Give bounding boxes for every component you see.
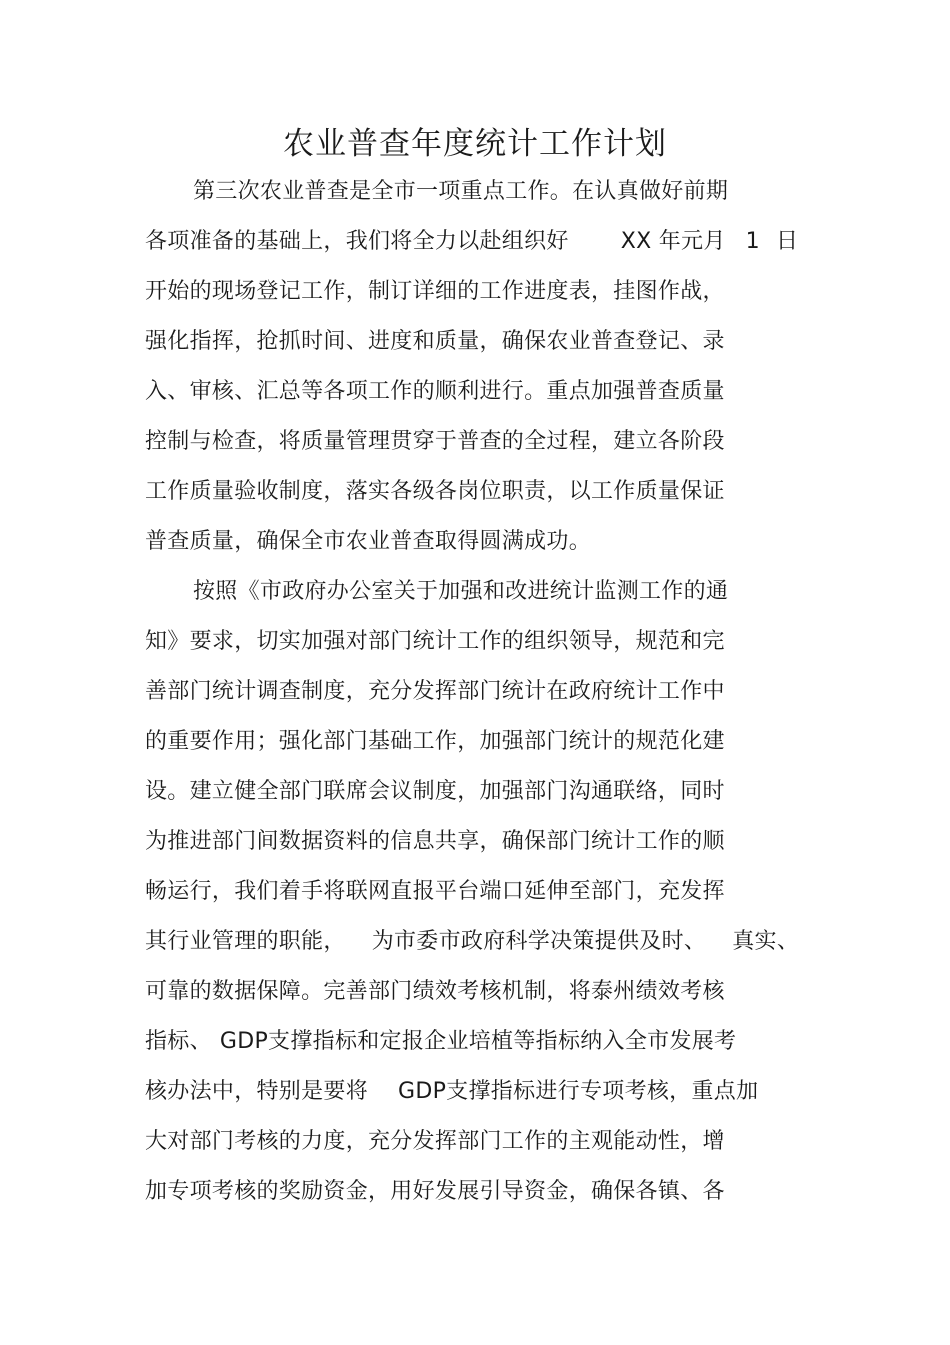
paragraph-2-line-10 [145, 1025, 736, 1059]
paragraph-2-line-8-part-2: 为市委市政府科学决策提供及时、 [371, 929, 707, 954]
paragraph-1-line-2-date: XX 年元月 [620, 229, 726, 254]
paragraph-2-line-2: 知》要求，切实加强对部门统计工作的组织领导，规范和完 [145, 629, 725, 654]
paragraph-2-line-4: 的重要作用；强化部门基础工作，加强部门统计的规范化建 [145, 729, 725, 754]
paragraph-1-line-4: 强化指挥，抢抓时间、进度和质量，确保农业普查登记、录 [145, 329, 725, 354]
paragraph-2-line-9: 可靠的数据保障。完善部门绩效考核机制，将泰州绩效考核 [145, 979, 725, 1004]
paragraph-1-line-8: 普查质量，确保全市农业普查取得圆满成功。 [145, 529, 592, 554]
paragraph-2-line-8-part-3: 真实、 [732, 929, 800, 954]
paragraph-1-line-6: 控制与检查，将质量管理贯穿于普查的全过程，建立各阶段 [145, 429, 725, 454]
paragraph-2-line-5: 设。建立健全部门联席会议制度，加强部门沟通联络，同时 [145, 779, 725, 804]
paragraph-1-line-1: 第三次农业普查是全市一项重点工作。在认真做好前期 [193, 179, 729, 204]
paragraph-1-line-5: 入、审核、汇总等各项工作的顺利进行。重点加强普查质量 [145, 379, 725, 404]
paragraph-2-line-11-part-1: 核办法中，特别是要将 [145, 1079, 369, 1104]
paragraph-1-line-3: 开始的现场登记工作，制订详细的工作进度表，挂图作战， [145, 279, 725, 304]
page-title: 农业普查年度统计工作计划 [283, 126, 667, 162]
paragraph-2-line-10-part-1: 指标、 [145, 1029, 212, 1054]
paragraph-2-line-11 [145, 1075, 758, 1109]
paragraph-2-line-1: 按照《市政府办公室关于加强和改进统计监测工作的通 [193, 579, 729, 604]
paragraph-2-line-6: 为推进部门间数据资料的信息共享，确保部门统计工作的顺 [145, 829, 725, 854]
paragraph-2-line-8-part-1: 其行业管理的职能， [145, 929, 346, 954]
paragraph-1-line-2-day: 1 [745, 229, 760, 254]
paragraph-2-line-8 [145, 925, 799, 959]
paragraph-1-line-2-text: 各项准备的基础上，我们将全力以赴组织好 [145, 229, 569, 254]
paragraph-2-line-12: 大对部门考核的力度，充分发挥部门工作的主观能动性，增 [145, 1129, 725, 1154]
paragraph-1-line-7: 工作质量验收制度，落实各级各岗位职责，以工作质量保证 [145, 479, 725, 504]
paragraph-2-line-13: 加专项考核的奖励资金，用好发展引导资金，确保各镇、各 [145, 1179, 725, 1204]
paragraph-2-line-11-part-2: GDP支撑指标进行专项考核，重点加 [398, 1079, 759, 1104]
paragraph-2-line-7: 畅运行，我们着手将联网直报平台端口延伸至部门，充发挥 [145, 879, 725, 904]
paragraph-1-line-2-suffix: 日 [775, 229, 799, 254]
paragraph-1-line-2 [145, 225, 798, 259]
paragraph-2-line-3: 善部门统计调查制度，充分发挥部门统计在政府统计工作中 [145, 679, 725, 704]
paragraph-2-line-10-part-2: GDP支撑指标和定报企业培植等指标纳入全市发展考 [219, 1029, 737, 1054]
